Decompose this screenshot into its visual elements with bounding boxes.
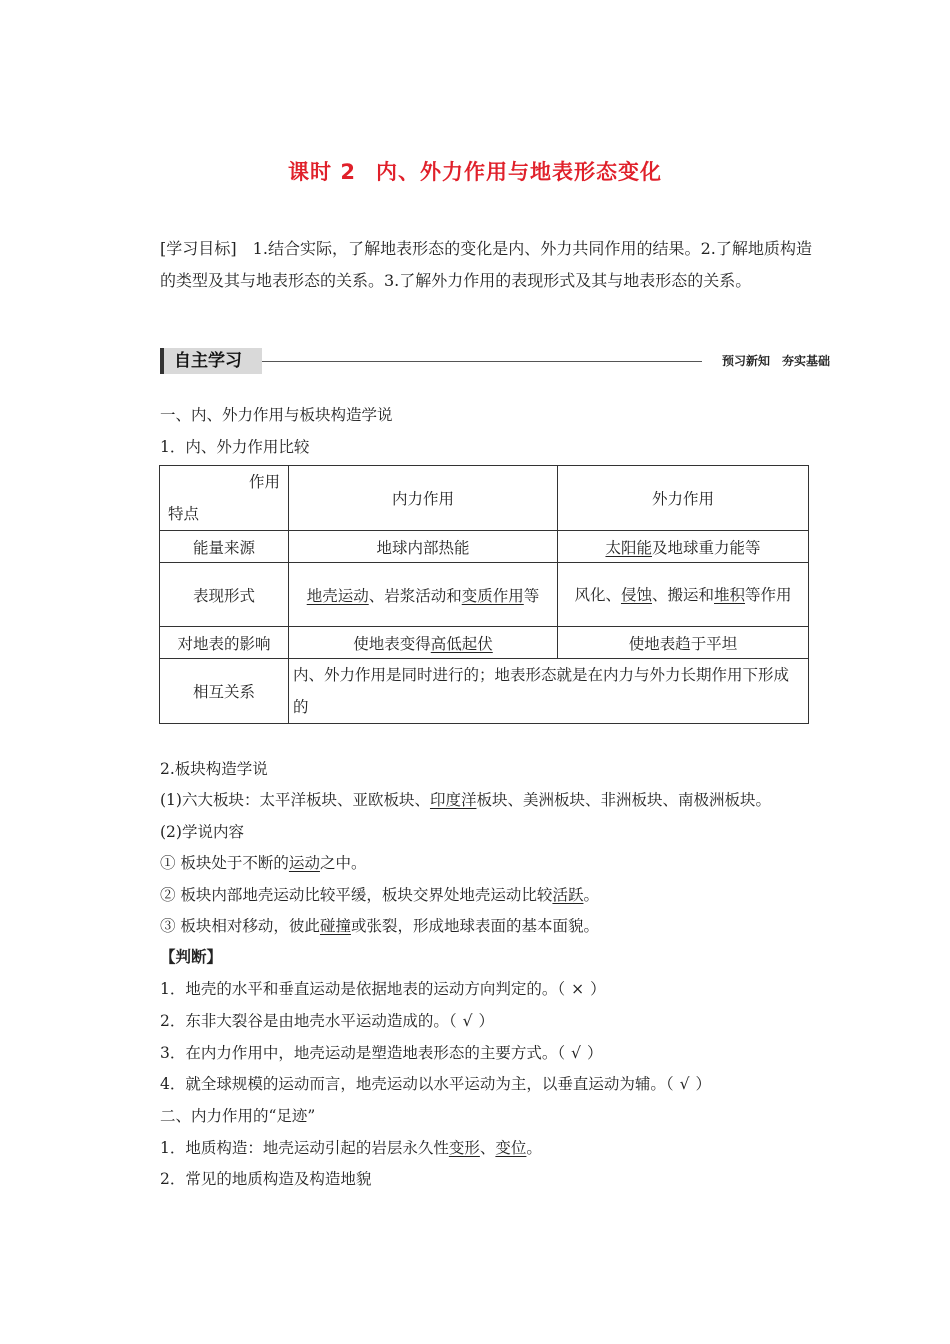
heading-1-2: 2.板块构造学说	[160, 760, 268, 778]
plates-line: (1)六大板块：太平洋板块、亚欧板块、印度洋板块、美洲板块、非洲板块、南极洲板块。	[160, 791, 771, 809]
table-row: 能量来源 地球内部热能 太阳能及地球重力能等	[160, 531, 809, 563]
heading-1-1: 1．内、外力作用比较	[160, 438, 310, 456]
page-title: 课时 2 内、外力作用与地表形态变化	[288, 160, 662, 184]
heading-1: 一、内、外力作用与板块构造学说	[160, 406, 393, 424]
judge-label: 【判断】	[160, 947, 223, 966]
judge-item: 4．就全球规模的运动而言，地壳运动以水平运动为主，以垂直运动为辅。（ √ ）	[160, 1075, 712, 1093]
table-row: 对地表的影响 使地表变得高低起伏 使地表趋于平坦	[160, 627, 809, 659]
heading-2: 二、内力作用的“足迹”	[160, 1107, 316, 1125]
table-row: 相互关系 内、外力作用是同时进行的；地表形态就是在内力与外力长期作用下形成的	[160, 659, 809, 724]
comparison-table	[159, 465, 809, 724]
col-header: 内力作用	[289, 466, 558, 531]
table-corner: 作用 特点	[160, 466, 289, 531]
section-tab: 自主学习	[160, 348, 262, 374]
theory-heading: (2)学说内容	[160, 823, 244, 841]
learning-goals: [学习目标] 1.结合实际，了解地表形态的变化是内、外力共同作用的结果。2.了解地质构造的类型及其与地表形态的关系。3.了解外力作用的表现形式及其与地表形态的关系。	[160, 239, 812, 290]
judge-item: 1．地壳的水平和垂直运动是依据地表的运动方向判定的。（ × ）	[160, 980, 606, 998]
judge-item: 2．东非大裂谷是由地壳水平运动造成的。（ √ ）	[160, 1012, 495, 1030]
section-rule	[262, 361, 702, 362]
col-header: 外力作用	[558, 466, 809, 531]
theory-item: ② 板块内部地壳运动比较平缓，板块交界处地壳运动比较活跃。	[160, 886, 599, 904]
section-subtitle: 预习新知 夯实基础	[721, 354, 830, 368]
heading-2-1: 1．地质构造：地壳运动引起的岩层永久性变形、变位。	[160, 1139, 542, 1157]
table-row: 表现形式 地壳运动、岩浆活动和变质作用等 风化、侵蚀、搬运和堆积等作用	[160, 563, 809, 627]
judge-item: 3．在内力作用中，地壳运动是塑造地表形态的主要方式。（ √ ）	[160, 1044, 603, 1062]
theory-item: ③ 板块相对移动，彼此碰撞或张裂，形成地球表面的基本面貌。	[160, 917, 599, 935]
section-header	[160, 348, 830, 374]
heading-2-2: 2．常见的地质构造及构造地貌	[160, 1170, 372, 1188]
theory-item: ① 板块处于不断的运动之中。	[160, 854, 367, 872]
